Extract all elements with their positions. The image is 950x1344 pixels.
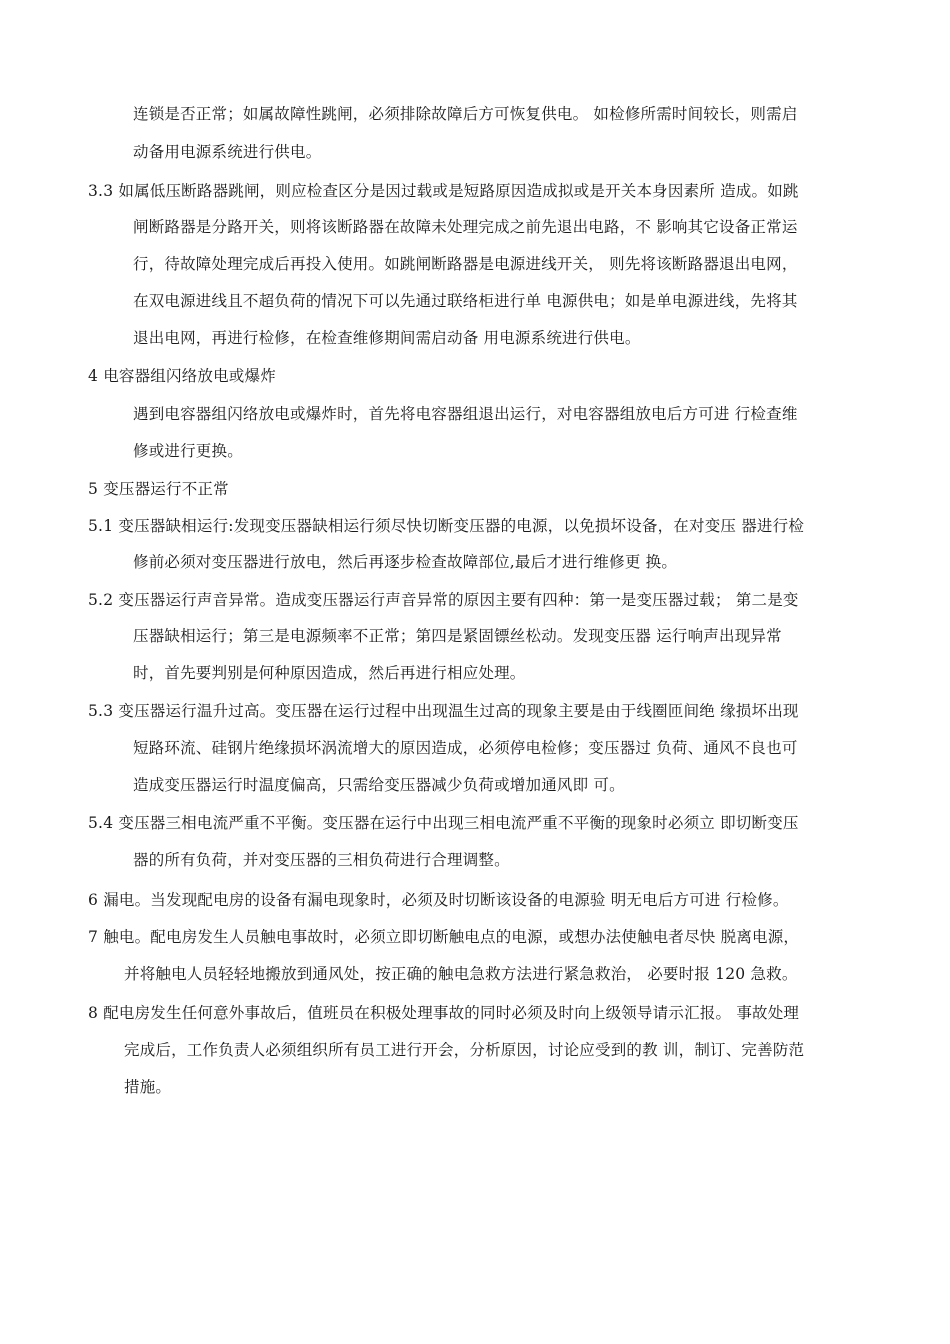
text-line: 器的所有负荷，并对变压器的三相负荷进行合理调整。 [133,851,510,869]
text-line: 行，待故障处理完成后再投入使用。如跳闸断路器是电源进线开关， 则先将该断路器退出电网， [133,255,798,273]
text-line: 退出电网，再进行检修，在检查维修期间需启动备 用电源系统进行供电。 [133,329,641,347]
text-line: 压器缺相运行；第三是电源频率不正常；第四是紧固镖丝松动。发现变压器 运行响声出现异常 [133,627,782,645]
text-line: 修前必须对变压器进行放电，然后再逐步检查故障部位,最后才进行维修更 换。 [133,553,678,571]
text-line: 并将触电人员轻轻地搬放到通风处，按正确的触电急救方法进行紧急救治， 必要时报 120 急救。 [124,965,798,983]
text-line: 完成后，工作负责人必须组织所有员工进行开会，分析原因，讨论应受到的教 训，制订、完善防范 [124,1041,805,1059]
text-line: 5.1 变压器缺相运行:发现变压器缺相运行须尽快切断变压器的电源，以免损坏设备，在对变压 器进行检 [88,517,805,535]
section-heading: 5 变压器运行不正常 [88,480,229,498]
section-heading: 4 电容器组闪络放电或爆炸 [88,367,276,385]
text-line: 短路环流、硅钢片绝缘损坏涡流增大的原因造成，必须停电检修；变压器过 负荷、通风不良也可 [133,739,798,757]
text-line: 5.3 变压器运行温升过高。变压器在运行过程中出现温生过高的现象主要是由于线圈匝间绝 缘损坏出现 [88,702,799,720]
text-line: 动备用电源系统进行供电。 [133,143,322,161]
text-line: 8 配电房发生任何意外事故后，值班员在积极处理事故的同时必须及时向上级领导请示汇报。 事故处理 [88,1004,800,1022]
text-line: 闸断路器是分路开关，则将该断路器在故障未处理完成之前先退出电路，不 影响其它设备正常运 [133,218,798,236]
text-line: 修或进行更换。 [133,442,243,460]
text-line: 6 漏电。当发现配电房的设备有漏电现象时，必须及时切断该设备的电源验 明无电后方可进 行检修。 [88,891,789,909]
text-line: 5.2 变压器运行声音异常。造成变压器运行声音异常的原因主要有四种：第一是变压器过载； 第二是变 [88,591,799,609]
text-line: 7 触电。配电房发生人员触电事故时，必须立即切断触电点的电源，或想办法使触电者尽快 脱离电源， [88,928,800,946]
text-line: 遇到电容器组闪络放电或爆炸时，首先将电容器组退出运行，对电容器组放电后方可进 行检查维 [133,405,798,423]
text-line: 3.3 如属低压断路器跳闸，则应检查区分是因过载或是短路原因造成拟或是开关本身因素所 造成。如跳 [88,182,799,200]
text-line: 措施。 [124,1078,172,1096]
text-line: 时，首先要判别是何种原因造成，然后再进行相应处理。 [133,664,526,682]
text-line: 造成变压器运行时温度偏高，只需给变压器减少负荷或增加通风即 可。 [133,776,625,794]
text-line: 连锁是否正常；如属故障性跳闸，必须排除故障后方可恢复供电。 如检修所需时间较长，则需启 [133,105,798,123]
text-line: 在双电源进线且不超负荷的情况下可以先通过联络柜进行单 电源供电；如是单电源进线，先将其 [133,292,798,310]
text-line: 5.4 变压器三相电流严重不平衡。变压器在运行中出现三相电流严重不平衡的现象时必须立 即切断变压 [88,814,799,832]
